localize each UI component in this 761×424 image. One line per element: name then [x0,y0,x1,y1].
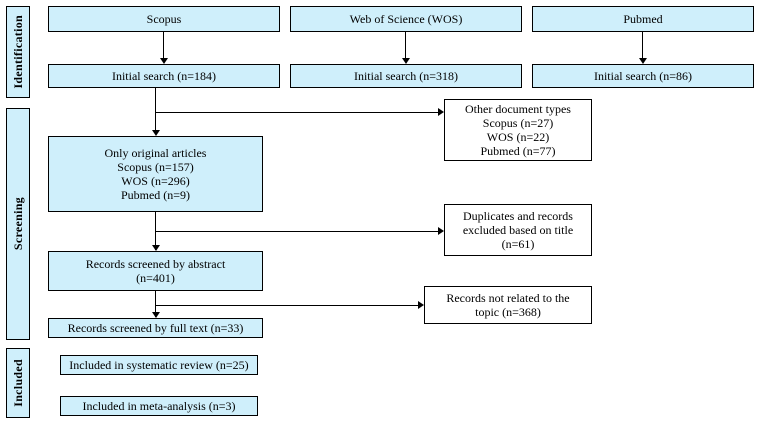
connector-to-notrelated-horizontal [155,305,422,306]
connector-scopus-vertical [163,32,164,60]
connector-to-doctypes-horizontal [155,112,442,113]
source-box-scopus [48,6,280,32]
stage-included-label: Included [10,359,25,407]
excluded-box-doc-types [444,99,592,161]
connector-to-duplicates-horizontal [155,231,442,232]
excluded-box-duplicates [444,204,592,256]
excluded-not-related-line2: topic (n=368) [475,305,541,319]
stage-screening-label: Screening [10,197,25,251]
excluded-doc-types-wos: WOS (n=22) [486,130,550,144]
source-box-wos [290,6,522,32]
included-systematic-box [60,355,258,375]
included-meta-box [60,396,258,416]
original-articles-box [48,136,263,212]
stage-screening [6,108,30,340]
excluded-duplicates-line3: (n=61) [501,237,535,251]
excluded-doc-types-pubmed: Pubmed (n=77) [480,144,556,158]
initial-search-label-wos: Initial search (n=318) [353,69,459,83]
initial-search-label-pubmed: Initial search (n=86) [593,69,693,83]
initial-search-box-wos [290,64,522,88]
excluded-duplicates-line2: excluded based on title [462,223,574,237]
source-label-scopus: Scopus [146,12,182,26]
stage-identification-label: Identification [10,15,25,89]
stage-identification [6,6,30,98]
original-articles-scopus: Scopus (n=157) [117,160,194,174]
included-meta-label: Included in meta-analysis (n=3) [82,399,236,413]
connector-initial-to-original-vertical [155,88,156,134]
source-label-pubmed: Pubmed [623,12,663,26]
excluded-doc-types-scopus: Scopus (n=27) [482,116,554,130]
excluded-box-not-related [424,286,592,324]
connector-pubmed-vertical [642,32,643,60]
included-systematic-label: Included in systematic review (n=25) [69,358,249,372]
excluded-doc-types-title: Other document types [465,102,571,116]
stage-included [6,348,30,418]
screened-fulltext-label: Records screened by full text (n=33) [67,321,244,335]
connector-wos-vertical [405,32,406,60]
excluded-not-related-line1: Records not related to the [446,291,570,305]
screened-abstract-box [48,251,263,291]
original-articles-title: Only original articles [104,146,207,160]
screened-abstract-line1: Records screened by abstract [85,257,226,271]
screened-fulltext-box [48,318,263,338]
original-articles-pubmed: Pubmed (n=9) [120,188,191,202]
initial-search-label-scopus: Initial search (n=184) [111,69,217,83]
source-label-wos: Web of Science (WOS) [349,12,463,26]
source-box-pubmed [532,6,754,32]
screened-abstract-line2: (n=401) [136,271,175,285]
initial-search-box-scopus [48,64,280,88]
initial-search-box-pubmed [532,64,754,88]
original-articles-wos: WOS (n=296) [121,174,190,188]
excluded-duplicates-line1: Duplicates and records [463,209,573,223]
